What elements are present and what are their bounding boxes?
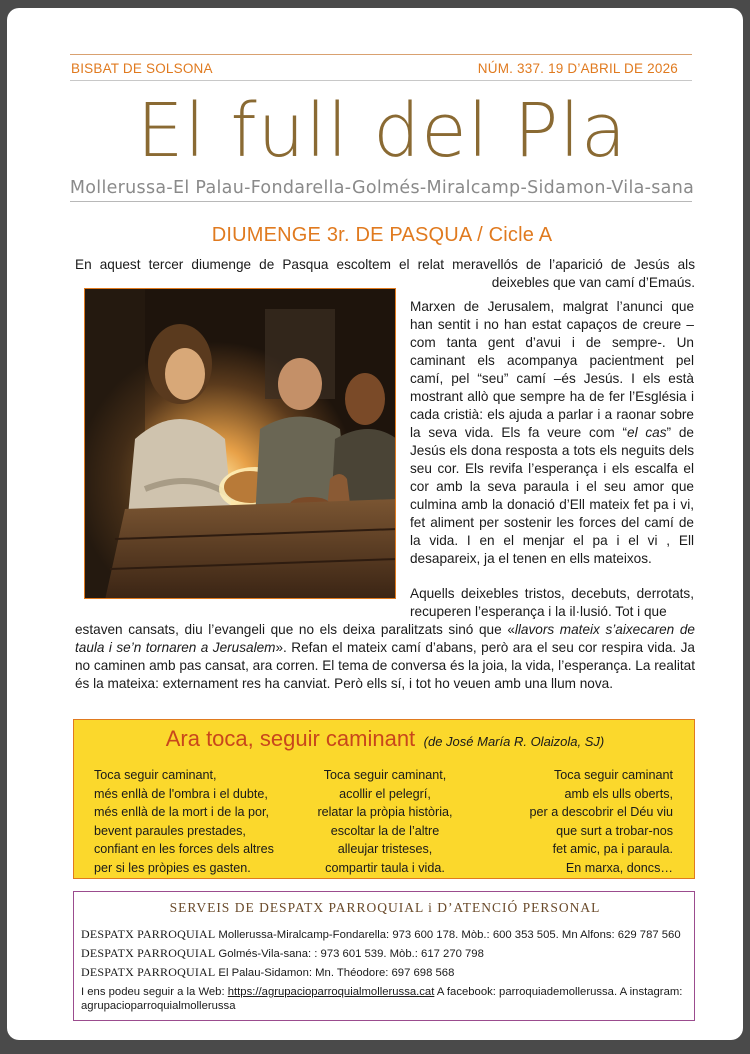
article-paragraph-2-start: Aquells deixebles tristos, decebuts, derrotats, recuperen l’esperança i la il·lusió. Tot i que [410, 586, 694, 619]
poem-author: (de José María R. Olaizola, SJ) [423, 734, 605, 749]
para2-quote: llavors mateix s’aixecaren de taula i se’n tornaren a Jerusalem [75, 622, 695, 655]
poem-column-3 [530, 766, 674, 878]
poem-line: amb els ulls oberts, [564, 786, 673, 801]
services-box [73, 891, 695, 1021]
poem-title-text: Ara toca, seguir caminant [165, 726, 416, 751]
supper-at-emmaus-painting [85, 289, 396, 599]
poem-line: més enllà de l'ombra i el dubte, [94, 786, 268, 801]
newsletter-title: El full del Pla [136, 88, 628, 174]
services-row-label: DESPATX PARROQUIAL [81, 965, 216, 979]
web-prefix: I ens podeu seguir a la Web: [81, 986, 228, 998]
services-row-text: Golmés-Vila-sana: : 973 601 539. Mòb.: 617 270 798 [218, 948, 484, 960]
social-suffix: A facebook: parroquiademollerussa. A instagram: agrupacioparroquialmollerussa [81, 986, 683, 1012]
poem-line: alleujar tristeses, [337, 842, 433, 857]
poem-line: Toca seguir caminant [553, 768, 673, 782]
services-row-label: DESPATX PARROQUIAL [81, 946, 216, 960]
poem-line: En marxa, doncs… [565, 860, 673, 875]
services-row-label: DESPATX PARROQUIAL [81, 927, 216, 941]
services-row-text: Mollerussa-Miralcamp-Fondarella: 973 600 178. Mòb.: 600 353 505. Mn Alfons: 629 787 560 [218, 929, 681, 941]
poem-line: bevent paraules prestades, [94, 823, 246, 838]
poem-line: fet amic, pa i paraula. [552, 842, 673, 857]
poem-line: relatar la pròpia història, [317, 805, 453, 820]
article-paragraph-1 [410, 298, 694, 568]
poem-line: més enllà de la mort i de la por, [94, 805, 270, 820]
poem-column-1 [94, 766, 274, 878]
poem-column-2 [294, 766, 476, 878]
poem-box [73, 719, 695, 879]
poem-line: que surt a trobar-nos [556, 823, 673, 838]
sunday-heading: DIUMENGE 3r. DE PASQUA / Cicle A [211, 224, 553, 246]
issue-label: NÚM. 337. 19 D’ABRIL DE 2026 [477, 61, 678, 76]
services-row-text: El Palau-Sidamon: Mn. Théodore: 697 698 568 [218, 967, 455, 979]
article-paragraph-2 [75, 621, 695, 693]
para1-part-b: ” de Jesús els dona resposta a tots els neguits dels seu cor. Els revifa l’esperança i els escalfa el cor amb la seva paraula i el seu amor que culmina amb la donació d’Ell mateix fet pa i vi, fet aliment per sostenir les forces del camí de la vida. I en el menjar el pa i el vi , Ell desapareix, ja el tenen en ells mateixos. [410, 425, 694, 566]
emmaus-image [84, 288, 396, 599]
top-rule [70, 54, 692, 55]
towns-subtitle: Mollerussa-El Palau-Fondarella-Golmés-Miralcamp-Sidamon-Vila-sana [69, 178, 695, 198]
para2-part-a: estaven cansats, diu l’evangeli que no els deixa paralitzats sinó que « [75, 622, 515, 637]
poem-line: per a descobrir el Déu viu [529, 805, 673, 820]
poem-line: per si les pròpies es gasten. [94, 860, 251, 875]
newsletter-page [7, 8, 743, 1040]
services-row [81, 927, 681, 942]
poem-title [74, 726, 696, 752]
article-intro: En aquest tercer diumenge de Pasqua escoltem el relat meravellós de l’aparició de Jesús als deixebles que van camí d’Emaús. [75, 257, 695, 290]
poem-line: escoltar la de l’altre [330, 823, 440, 838]
para1-emphasis: el cas [627, 425, 667, 440]
poem-line: Toca seguir caminant, [94, 768, 217, 782]
poem-line: acollir el pelegrí, [339, 786, 431, 801]
poem-line: confiant en les forces dels altres [94, 842, 274, 857]
poem-line: Toca seguir caminant, [323, 768, 447, 782]
social-links [81, 985, 691, 1013]
services-row [81, 965, 454, 980]
masthead-rule [70, 80, 692, 81]
subtitle-rule [70, 201, 692, 202]
para2-part-b: ». Refan el mateix camí d’abans, però ara el seu cor respira vida. Ja no caminen amb pas cansat, ara corren. El tema de conversa és la joia, la vida, l’esperança. La realitat és la mateixa: externament res ha canviat. Però ells sí, i tot ho veuen amb una llum nova. [75, 640, 695, 691]
services-row [81, 946, 484, 961]
diocese-label: BISBAT DE SOLSONA [71, 61, 213, 76]
services-title: SERVEIS DE DESPATX PARROQUIAL i D’ATENCIÓ PERSONAL [169, 900, 601, 915]
para1-part-a: Marxen de Jerusalem, malgrat l’anunci que han sentit i no han estat capaços de creure –com tanta gent d’avui i de sempre-. Un caminant els acompanya pacientment pel camí, pel “seu” camí –és Jesús. I els està mostrant allò que sempre ha de fer l’Església i cada cristià: els ajuda a parlar i a raonar sobre la seva vida. Els fa veure com “ [410, 299, 694, 440]
website-link[interactable]: https://agrupacioparroquialmollerussa.cat [227, 986, 435, 998]
poem-line: compartir taula i vida. [325, 860, 445, 875]
